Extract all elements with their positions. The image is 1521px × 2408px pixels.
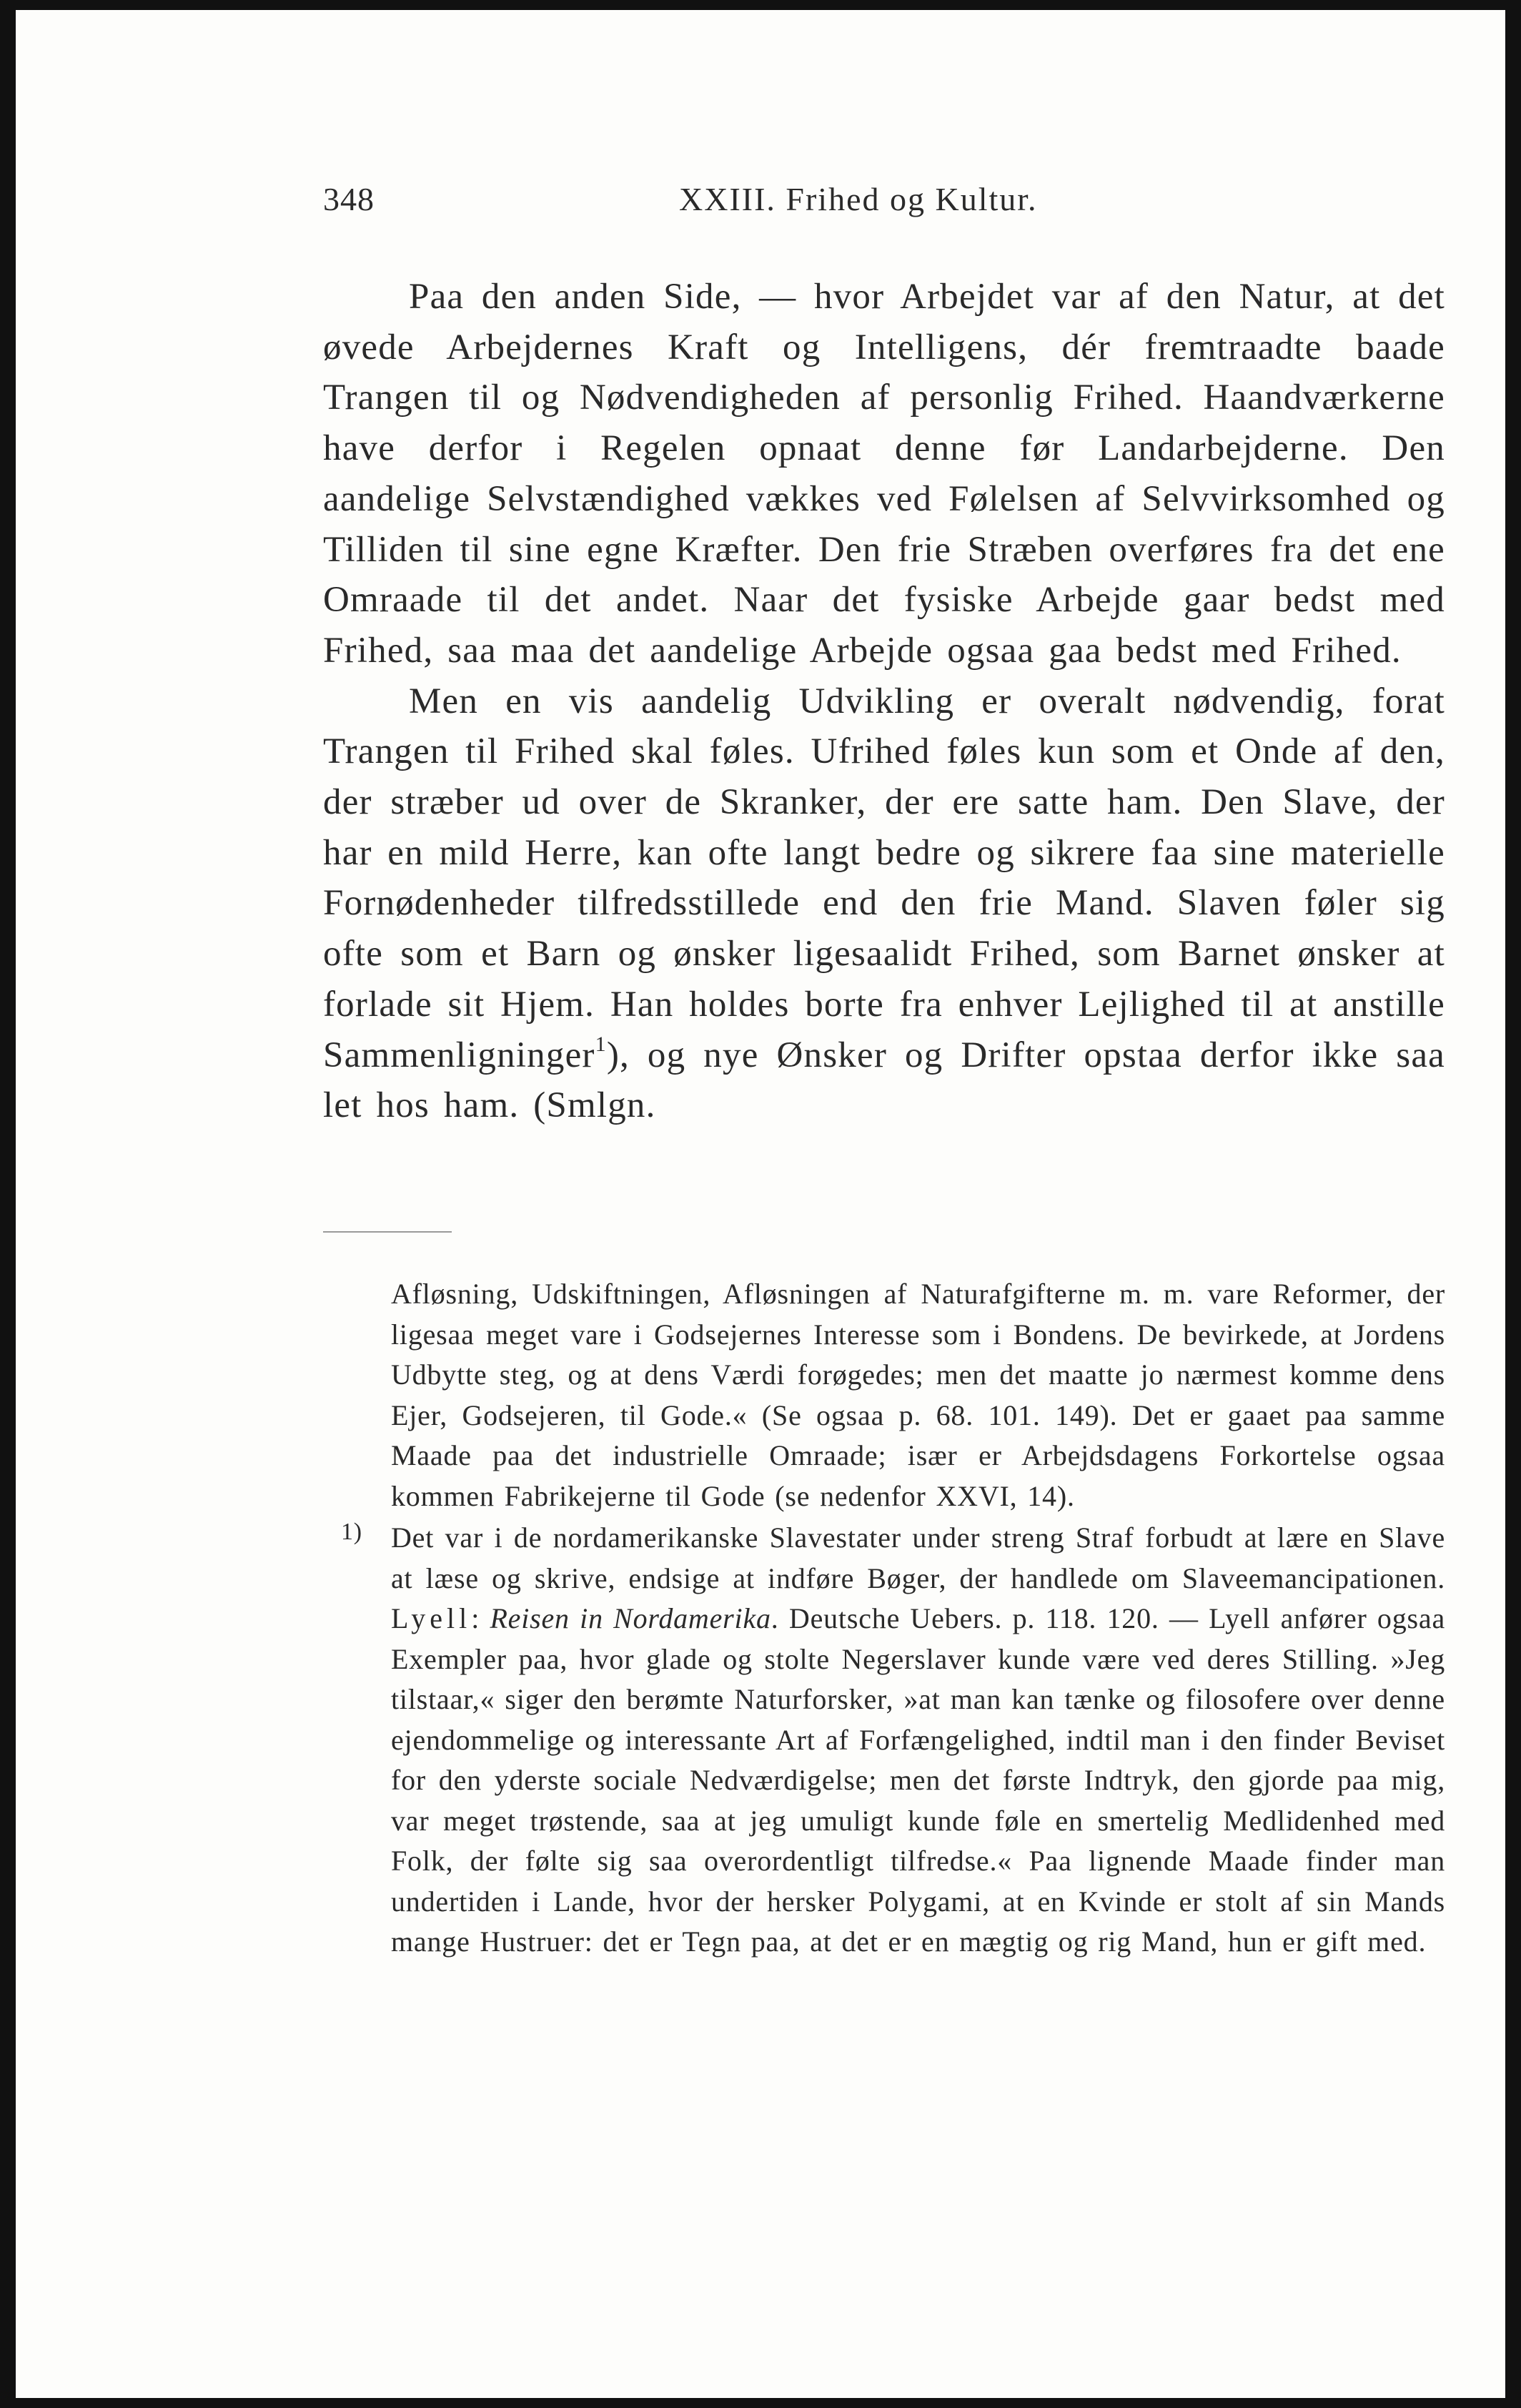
footnote-text: Det var i de nordamerikanske Slavestater under streng Straf forbudt at lære en Slave at læse og skrive, endsige at indføre Bøger, der handlede om Slaveemancipationen.: [391, 1521, 1445, 1594]
page-header: [323, 180, 1445, 237]
footnotes: [323, 1274, 1445, 1963]
footnote-marker: 1): [341, 1519, 362, 1545]
paragraph-text: ), og nye Ønsker og Drifter opstaa derfor ikke saa let hos ham. (Smlgn.: [323, 1035, 1445, 1126]
cited-author: Lyell: [391, 1602, 472, 1634]
running-title: XXIII. Frihed og Kultur.: [679, 181, 1038, 217]
footnote-text: :: [471, 1602, 490, 1634]
footnote-1: [323, 1518, 1445, 1963]
footnote-text: . Deutsche Uebers. p. 118. 120. — Lyell anfører ogsaa Exempler paa, hvor glade og stolte Negerslaver kunde være ved deres Stilling. »Jeg tilstaar,« siger den berømte Naturforsker, »at man kan tænke og filosofere over denne ejendommelige og interessante Art af Forfængelighed, indtil man i den finder Beviset for den yderste sociale Nedværdigelse; men det første Indtryk, den gjorde paa mig, var meget trøstende, saa at jeg umuligt kunde føle en smertelig Medlidenhed med Folk, der følte sig saa overordentligt tilfredse.« Paa lignende Maade finder man undertiden i Lande, hvor der hersker Polygami, at en Kvinde er stolt af sin Mands mange Hustruer: det er Tegn paa, at det er en mægtig og rig Mand, hun er gift med.: [391, 1602, 1446, 1958]
cited-book-title: Reisen in Nordamerika: [490, 1602, 771, 1634]
footnote-reference: 1: [595, 1032, 607, 1056]
page-number: 348: [323, 181, 375, 217]
main-text: [323, 272, 1445, 1131]
footnote-continued: [323, 1274, 1445, 1516]
paragraph: Paa den anden Side, — hvor Arbejdet var af den Natur, at det øvede Arbejdernes Kraft og Intelligens, dér fremtraadte baade Trangen til og Nødvendigheden af personlig Frihed. Haandværkerne have derfor i Regelen opnaat denne før Landarbejderne. Den aandelige Selvstændighed vækkes ved Følelsen af Selvvirksomhed og Tilliden til sine egne Kræfter. Den frie Stræben overføres fra det ene Omraade til det andet. Naar det fysiske Arbejde gaar bedst med Frihed, saa maa det aandelige Arbejde ogsaa gaa bedst med Frihed.: [323, 277, 1445, 671]
paragraph: [323, 676, 1445, 1131]
footnote-text: Afløsning, Udskiftningen, Afløsningen af Naturafgifterne m. m. vare Reformer, der ligesaa meget vare i Godsejernes Interesse som i Bondens. De bevirkede, at Jordens Udbytte steg, og at dens Værdi forøgedes; men det maatte jo nærmest komme dens Ejer, Godsejeren, til Gode.« (Se ogsaa p. 68. 101. 149). Det er gaaet paa samme Maade paa det industrielle Omraade; især er Arbejdsdagens Forkortelse ogsaa kommen Fabrikejerne til Gode (se nedenfor XXVI, 14).: [391, 1278, 1445, 1512]
paragraph-text: Men en vis aandelig Udvikling er overalt nødvendig, forat Trangen til Frihed skal føles. Ufrihed føles kun som et Onde af den, der stræber ud over de Skranker, der ere satte ham. Den Slave, der har en mild Herre, kan ofte langt bedre og sikrere faa sine materielle Fornødenheder tilfredsstillede end den frie Mand. Slaven føler sig ofte som et Barn og ønsker ligesaalidt Frihed, som Barnet ønsker at forlade sit Hjem. Han holdes borte fra enhver Lejlighed til at anstille Sammenligninger: [323, 681, 1445, 1075]
footnote-separator: [323, 1231, 452, 1233]
